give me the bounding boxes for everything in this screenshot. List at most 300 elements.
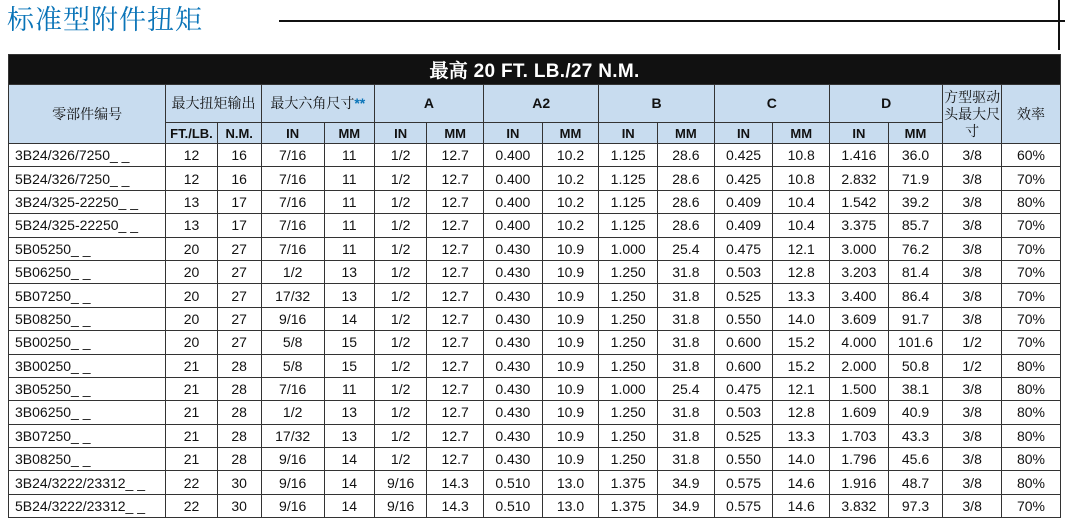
table-cell: 101.6 [888,331,943,354]
table-cell: 0.575 [714,471,773,494]
part-number-cell: 3B06250_ _ [9,401,166,424]
header-b-mm: MM [658,123,715,144]
table-cell: 31.8 [658,260,715,283]
table-cell: 3/8 [943,494,1002,517]
table-cell: 1.250 [599,331,658,354]
table-cell: 0.430 [483,331,542,354]
table-cell: 0.430 [483,377,542,400]
table-cell: 70% [1001,260,1060,283]
table-cell: 1/2 [374,401,426,424]
table-cell: 1/2 [374,214,426,237]
table-row [9,307,1061,330]
table-cell: 20 [166,284,217,307]
table-cell: 10.9 [542,284,599,307]
table-cell: 22 [166,494,217,517]
table-cell: 20 [166,307,217,330]
table-cell: 0.575 [714,494,773,517]
table-cell: 0.425 [714,167,773,190]
table-cell: 85.7 [888,214,943,237]
part-number-cell: 5B06250_ _ [9,260,166,283]
table-cell: 3/8 [943,167,1002,190]
table-cell: 14 [324,307,374,330]
table-cell: 0.550 [714,307,773,330]
table-row [9,190,1061,213]
table-cell: 80% [1001,424,1060,447]
table-cell: 1.250 [599,448,658,471]
table-cell: 70% [1001,237,1060,260]
page-title: 标准型附件扭矩 [7,5,203,36]
table-cell: 31.8 [658,307,715,330]
table-cell: 0.510 [483,471,542,494]
table-row [9,167,1061,190]
table-cell: 9/16 [261,494,324,517]
table-row [9,448,1061,471]
table-cell: 1.500 [830,377,889,400]
table-cell: 3/8 [943,424,1002,447]
header-square-drive: 方型驱动头最大尺寸 [943,85,1002,144]
table-cell: 10.2 [542,214,599,237]
header-a2-in: IN [483,123,542,144]
table-cell: 30 [217,494,261,517]
table-cell: 9/16 [374,471,426,494]
table-cell: 12.8 [773,401,830,424]
header-hex-in: IN [261,123,324,144]
table-cell: 0.600 [714,331,773,354]
table-cell: 9/16 [374,494,426,517]
table-row [9,424,1061,447]
table-cell: 10.2 [542,190,599,213]
table-cell: 48.7 [888,471,943,494]
table-cell: 10.4 [773,214,830,237]
header-ftlb: FT./LB. [166,123,217,144]
header-efficiency: 效率 [1001,85,1060,144]
header-max-hex [261,85,374,123]
table-cell: 0.400 [483,144,542,167]
table-cell: 86.4 [888,284,943,307]
table-cell: 25.4 [658,237,715,260]
table-cell: 11 [324,214,374,237]
table-cell: 11 [324,237,374,260]
table-cell: 14 [324,494,374,517]
table-cell: 10.9 [542,237,599,260]
header-b-in: IN [599,123,658,144]
table-cell: 1.125 [599,214,658,237]
header-max-torque: 最大扭矩输出 [166,85,261,123]
right-border-rule [1058,0,1060,50]
table-cell: 10.4 [773,190,830,213]
table-cell: 12 [166,144,217,167]
part-number-cell: 5B24/325-22250_ _ [9,214,166,237]
table-cell: 31.8 [658,331,715,354]
part-number-cell: 3B07250_ _ [9,424,166,447]
header-a2-mm: MM [542,123,599,144]
table-cell: 10.8 [773,144,830,167]
table-cell: 3/8 [943,471,1002,494]
table-cell: 21 [166,424,217,447]
header-c-mm: MM [773,123,830,144]
table-cell: 14.0 [773,448,830,471]
table-cell: 21 [166,448,217,471]
table-cell: 3.203 [830,260,889,283]
table-cell: 1.375 [599,494,658,517]
table-cell: 1/2 [374,307,426,330]
table-cell: 28 [217,401,261,424]
header-b: B [599,85,714,123]
table-cell: 71.9 [888,167,943,190]
table-cell: 13.0 [542,494,599,517]
table-cell: 16 [217,167,261,190]
header-a-mm: MM [427,123,484,144]
table-cell: 27 [217,284,261,307]
table-cell: 14.3 [427,494,484,517]
table-cell: 81.4 [888,260,943,283]
table-cell: 17 [217,190,261,213]
table-cell: 1.125 [599,190,658,213]
table-cell: 10.9 [542,377,599,400]
table-cell: 0.409 [714,214,773,237]
table-cell: 3/8 [943,284,1002,307]
table-cell: 12 [166,167,217,190]
table-cell: 5/8 [261,331,324,354]
table-cell: 20 [166,237,217,260]
table-cell: 0.525 [714,424,773,447]
header-max-hex-footnote: ** [354,95,366,111]
table-cell: 1/2 [261,260,324,283]
table-cell: 0.400 [483,167,542,190]
table-cell: 13 [324,284,374,307]
table-row [9,401,1061,424]
table-cell: 1.250 [599,260,658,283]
page-header [7,0,1071,44]
table-cell: 27 [217,260,261,283]
table-cell: 10.9 [542,448,599,471]
table-cell: 1/2 [261,401,324,424]
table-row [9,471,1061,494]
table-cell: 13 [324,401,374,424]
table-cell: 31.8 [658,448,715,471]
table-cell: 21 [166,354,217,377]
table-cell: 1.250 [599,424,658,447]
table-cell: 1/2 [374,260,426,283]
table-cell: 13 [166,214,217,237]
header-c-in: IN [714,123,773,144]
table-cell: 3.000 [830,237,889,260]
part-number-cell: 5B24/326/7250_ _ [9,167,166,190]
table-cell: 10.9 [542,260,599,283]
header-part-number: 零部件编号 [9,85,166,144]
table-cell: 70% [1001,307,1060,330]
header-d: D [830,85,943,123]
table-cell: 3.609 [830,307,889,330]
header-d-mm: MM [888,123,943,144]
table-row [9,237,1061,260]
table-cell: 20 [166,260,217,283]
table-cell: 12.7 [427,354,484,377]
table-cell: 7/16 [261,214,324,237]
table-cell: 60% [1001,144,1060,167]
table-cell: 28.6 [658,190,715,213]
table-cell: 3/8 [943,377,1002,400]
table-cell: 31.8 [658,284,715,307]
table-cell: 20 [166,331,217,354]
table-cell: 12.1 [773,237,830,260]
table-banner: 最高 20 FT. LB./27 N.M. [9,55,1061,85]
table-cell: 12.7 [427,424,484,447]
header-a-in: IN [374,123,426,144]
header-a2: A2 [483,85,598,123]
table-cell: 70% [1001,284,1060,307]
table-row [9,354,1061,377]
table-cell: 22 [166,471,217,494]
table-cell: 12.1 [773,377,830,400]
table-cell: 1.609 [830,401,889,424]
table-row [9,331,1061,354]
table-row [9,144,1061,167]
table-cell: 1.375 [599,471,658,494]
table-cell: 9/16 [261,448,324,471]
table-cell: 0.503 [714,260,773,283]
table-cell: 27 [217,237,261,260]
table-cell: 43.3 [888,424,943,447]
part-number-cell: 3B05250_ _ [9,377,166,400]
table-cell: 13 [324,260,374,283]
table-cell: 1.916 [830,471,889,494]
table-cell: 38.1 [888,377,943,400]
table-cell: 11 [324,144,374,167]
table-cell: 28 [217,377,261,400]
table-cell: 39.2 [888,190,943,213]
header-c: C [714,85,829,123]
table-cell: 0.430 [483,237,542,260]
table-cell: 13 [166,190,217,213]
table-cell: 14 [324,471,374,494]
table-cell: 50.8 [888,354,943,377]
table-cell: 13.0 [542,471,599,494]
table-cell: 3.832 [830,494,889,517]
table-cell: 1.125 [599,144,658,167]
table-cell: 3/8 [943,448,1002,471]
table-cell: 80% [1001,448,1060,471]
table-cell: 17/32 [261,424,324,447]
table-cell: 3/8 [943,307,1002,330]
table-cell: 27 [217,307,261,330]
table-cell: 1/2 [374,331,426,354]
table-cell: 80% [1001,401,1060,424]
table-cell: 3/8 [943,237,1002,260]
table-cell: 1/2 [374,424,426,447]
table-cell: 10.2 [542,144,599,167]
table-cell: 80% [1001,377,1060,400]
table-cell: 1/2 [943,354,1002,377]
table-cell: 1/2 [374,377,426,400]
table-cell: 91.7 [888,307,943,330]
table-cell: 12.7 [427,260,484,283]
table-cell: 0.430 [483,448,542,471]
table-cell: 0.430 [483,401,542,424]
header-nm: N.M. [217,123,261,144]
table-cell: 27 [217,331,261,354]
part-number-cell: 5B07250_ _ [9,284,166,307]
table-cell: 0.425 [714,144,773,167]
table-cell: 28.6 [658,214,715,237]
part-number-cell: 5B08250_ _ [9,307,166,330]
table-cell: 31.8 [658,401,715,424]
table-cell: 12.7 [427,214,484,237]
table-cell: 1/2 [374,144,426,167]
table-cell: 7/16 [261,190,324,213]
table-cell: 12.7 [427,377,484,400]
table-cell: 34.9 [658,471,715,494]
table-cell: 14.0 [773,307,830,330]
table-cell: 0.475 [714,377,773,400]
table-cell: 34.9 [658,494,715,517]
table-cell: 21 [166,377,217,400]
table-cell: 0.430 [483,307,542,330]
table-cell: 13.3 [773,284,830,307]
table-cell: 1.250 [599,284,658,307]
table-cell: 0.475 [714,237,773,260]
table-cell: 10.9 [542,331,599,354]
table-cell: 36.0 [888,144,943,167]
table-cell: 1.250 [599,307,658,330]
part-number-cell: 5B24/3222/23312_ _ [9,494,166,517]
table-cell: 28 [217,424,261,447]
table-cell: 1.416 [830,144,889,167]
table-cell: 12.8 [773,260,830,283]
table-cell: 3/8 [943,190,1002,213]
table-cell: 12.7 [427,448,484,471]
header-d-in: IN [830,123,889,144]
table-cell: 0.503 [714,401,773,424]
table-cell: 1.250 [599,354,658,377]
table-row [9,260,1061,283]
table-cell: 10.9 [542,307,599,330]
table-cell: 13 [324,424,374,447]
table-cell: 9/16 [261,307,324,330]
table-cell: 14.6 [773,471,830,494]
table-cell: 7/16 [261,237,324,260]
table-cell: 7/16 [261,167,324,190]
header-a: A [374,85,483,123]
table-cell: 28 [217,448,261,471]
table-cell: 10.9 [542,424,599,447]
table-cell: 0.430 [483,284,542,307]
table-cell: 12.7 [427,331,484,354]
table-cell: 0.400 [483,214,542,237]
table-cell: 97.3 [888,494,943,517]
table-cell: 3/8 [943,214,1002,237]
table-cell: 1/2 [374,190,426,213]
table-cell: 5/8 [261,354,324,377]
table-cell: 10.9 [542,401,599,424]
table-cell: 0.430 [483,424,542,447]
table-cell: 12.7 [427,237,484,260]
table-cell: 12.7 [427,307,484,330]
table-cell: 7/16 [261,377,324,400]
table-cell: 1/2 [374,167,426,190]
table-cell: 3.400 [830,284,889,307]
table-cell: 15 [324,331,374,354]
table-cell: 15.2 [773,331,830,354]
table-cell: 14.6 [773,494,830,517]
table-cell: 0.430 [483,260,542,283]
part-number-cell: 3B08250_ _ [9,448,166,471]
table-cell: 17 [217,214,261,237]
table-cell: 12.7 [427,401,484,424]
table-cell: 10.9 [542,354,599,377]
table-cell: 40.9 [888,401,943,424]
table-cell: 10.8 [773,167,830,190]
table-cell: 70% [1001,214,1060,237]
table-cell: 3/8 [943,401,1002,424]
table-cell: 14.3 [427,471,484,494]
table-cell: 31.8 [658,424,715,447]
table-cell: 1.000 [599,237,658,260]
table-cell: 10.2 [542,167,599,190]
part-number-cell: 3B24/3222/23312_ _ [9,471,166,494]
table-cell: 1/2 [374,354,426,377]
table-cell: 3/8 [943,144,1002,167]
part-number-cell: 3B24/325-22250_ _ [9,190,166,213]
table-cell: 80% [1001,354,1060,377]
table-cell: 1/2 [374,448,426,471]
table-cell: 17/32 [261,284,324,307]
table-cell: 1/2 [374,284,426,307]
part-number-cell: 5B05250_ _ [9,237,166,260]
table-cell: 45.6 [888,448,943,471]
table-cell: 15.2 [773,354,830,377]
table-cell: 12.7 [427,144,484,167]
table-cell: 76.2 [888,237,943,260]
table-cell: 21 [166,401,217,424]
table-cell: 70% [1001,331,1060,354]
header-max-hex-label: 最大六角尺寸 [270,95,355,111]
table-cell: 12.7 [427,167,484,190]
table-cell: 12.7 [427,190,484,213]
table-cell: 1.000 [599,377,658,400]
table-cell: 1.542 [830,190,889,213]
table-cell: 30 [217,471,261,494]
table-cell: 0.409 [714,190,773,213]
table-cell: 11 [324,190,374,213]
table-cell: 3/8 [943,260,1002,283]
table-cell: 1/2 [943,331,1002,354]
table-row [9,214,1061,237]
table-cell: 1.125 [599,167,658,190]
table-cell: 3.375 [830,214,889,237]
table-cell: 2.000 [830,354,889,377]
table-cell: 2.832 [830,167,889,190]
table-cell: 31.8 [658,354,715,377]
table-cell: 0.525 [714,284,773,307]
table-cell: 12.7 [427,284,484,307]
table-cell: 4.000 [830,331,889,354]
table-cell: 15 [324,354,374,377]
table-cell: 9/16 [261,471,324,494]
table-row [9,494,1061,517]
table-cell: 0.400 [483,190,542,213]
table-cell: 1.250 [599,401,658,424]
table-cell: 28.6 [658,167,715,190]
table-cell: 28.6 [658,144,715,167]
table-cell: 1/2 [374,237,426,260]
table-cell: 13.3 [773,424,830,447]
table-cell: 1.796 [830,448,889,471]
table-row [9,377,1061,400]
table-cell: 16 [217,144,261,167]
table-cell: 80% [1001,471,1060,494]
title-rule [279,20,1065,22]
